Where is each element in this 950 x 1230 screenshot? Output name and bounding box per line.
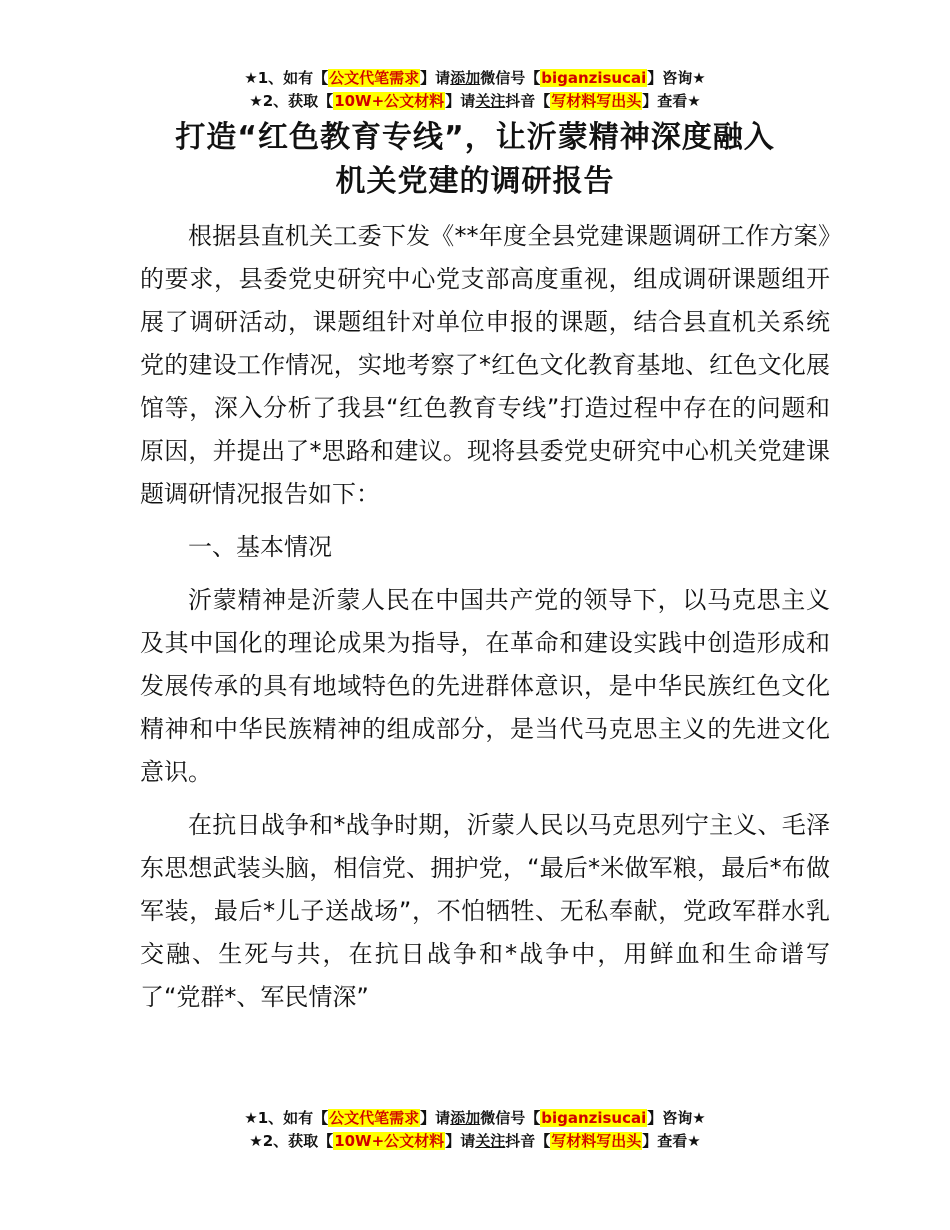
paragraph-yimeng-spirit: 沂蒙精神是沂蒙人民在中国共产党的领导下，以马克思主义及其中国化的理论成果为指导，在革命和建设实践中创造形成和发展传承的具有地域特色的先进群体意识，是中华民族红色文化精神和中华民族精神的组成部分，是当代马克思主义的先进文化意识。: [140, 586, 830, 786]
banner-text: ★2、获取【: [249, 1132, 334, 1150]
banner-text: 】请: [420, 69, 451, 87]
banner-underlined-text: 添加: [450, 69, 481, 87]
banner-highlight: 10W+公文材料: [334, 1132, 445, 1150]
document-body: [140, 215, 830, 1019]
banner-line-1: [0, 67, 950, 90]
banner-highlight: 写材料写出头: [551, 1132, 642, 1150]
banner-text: 抖音【: [505, 1132, 551, 1150]
banner-highlight: 公文代笔需求: [329, 1109, 420, 1127]
banner-text: ★1、如有【: [244, 69, 329, 87]
banner-text: 】查看★: [642, 92, 701, 110]
banner-text: 】请: [445, 92, 476, 110]
banner-underlined-text: 关注: [475, 1132, 506, 1150]
banner-line-2: [0, 90, 950, 113]
title-line-2: 机关党建的调研报告: [335, 164, 615, 199]
banner-highlight: biganzisucai: [541, 1109, 647, 1127]
banner-text: 】咨询★: [647, 69, 706, 87]
banner-highlight: biganzisucai: [541, 69, 647, 87]
title-line-1: 打造“红色教育专线”，让沂蒙精神深度融入: [175, 120, 775, 155]
footer-banner: [0, 1107, 950, 1153]
banner-text: ★2、获取【: [249, 92, 334, 110]
paragraph-intro: 根据县直机关工委下发《**年度全县党建课题调研工作方案》的要求，县委党史研究中心党支部高度重视，组成调研课题组开展了调研活动，课题组针对单位申报的课题，结合县直机关系统党的建设工作情况，实地考察了*红色文化教育基地、红色文化展馆等，深入分析了我县“红色教育专线”打造过程中存在的问题和原因，并提出了*思路和建议。现将县委党史研究中心机关党建课题调研情况报告如下：: [140, 222, 830, 508]
banner-underlined-text: 关注: [475, 92, 506, 110]
banner-underlined-text: 添加: [450, 1109, 481, 1127]
banner-line-1: [0, 1107, 950, 1130]
banner-line-2: [0, 1130, 950, 1153]
banner-highlight: 10W+公文材料: [334, 92, 445, 110]
banner-highlight: 公文代笔需求: [329, 69, 420, 87]
banner-text: 】查看★: [642, 1132, 701, 1150]
paragraph-war-period: 在抗日战争和*战争时期，沂蒙人民以马克思列宁主义、毛泽东思想武装头脑，相信党、拥护党，“最后*米做军粮，最后*布做军装，最后*儿子送战场”，不怕牺牲、无私奉献，党政军群水乳交融、生死与共，在抗日战争和*战争中，用鲜血和生命谱写了“党群*、军民情深”: [140, 811, 830, 1011]
banner-text: ★1、如有【: [244, 1109, 329, 1127]
banner-text: 】请: [445, 1132, 476, 1150]
document-title: [120, 116, 830, 204]
banner-text: 】请: [420, 1109, 451, 1127]
banner-highlight: 写材料写出头: [551, 92, 642, 110]
banner-text: 抖音【: [505, 92, 551, 110]
banner-text: 】咨询★: [647, 1109, 706, 1127]
banner-text: 微信号【: [480, 1109, 541, 1127]
header-banner: [0, 67, 950, 113]
banner-text: 微信号【: [480, 69, 541, 87]
section-heading: 一、基本情况: [188, 533, 332, 561]
